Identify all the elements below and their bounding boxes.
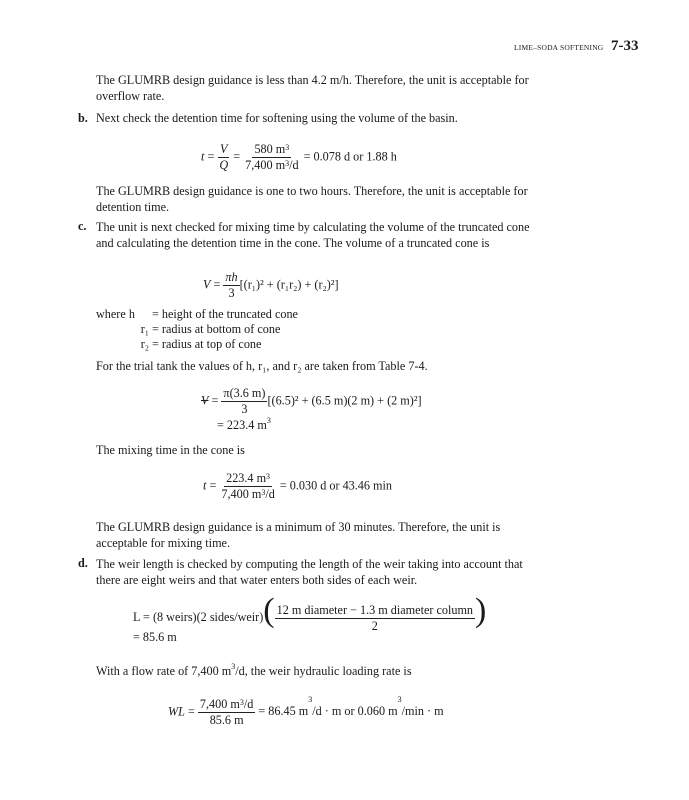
where-row: r₁ = radius at bottom of cone [140,322,281,336]
page-number: 7-33 [611,38,639,54]
overflow-paragraph: The GLUMRB design guidance is less than 4.2 m/h. Therefore, the unit is acceptable for overflow rate. [96,73,529,103]
trial-denominator: 3 [241,402,248,416]
mixing-note: The GLUMRB design guidance is a minimum of 30 minutes. Therefore, the unit is acceptable for mixing time. [96,520,501,550]
detention-denominator: 7,400 $m^3/d$ [245,158,299,172]
trial-fraction [221,386,267,417]
trial-volume-equation: V = $\frac{\pi(3.6 m)}{3}$ [(6.5)² + (6.5 m)(2 m) + (2 m)²] [201,386,422,416]
trial-bracket: [(6.5)² + (6.5 m)(2 m) + (2 m)²] [267,393,422,408]
where-row: where h = height of the truncated cone [96,307,298,321]
right-paren: ) [475,592,487,629]
cone-volume-equation: V = $\frac{\pi h}{3}$ [(r₁)² + (r₁r₂) + (r₂)²] [203,270,339,300]
running-header-section: LIME–SODA SOFTENING [514,43,604,52]
left-paren: ( [263,592,275,629]
eq-t-symbol: t [201,149,205,164]
where-list [96,307,298,352]
item-d-text: The weir length is checked by computing the length of the weir taking into account that there are eight weirs and that water enters both sides of each weir. [96,557,523,587]
mixing-denominator: 7,400 $m^3/d$ [221,487,275,501]
v-symbol: V [220,142,228,156]
detention-note: The GLUMRB design guidance is one to two hours. Therefore, the unit is acceptable for detention time. [96,184,528,214]
flow-intro: With a flow rate of 7,400 $m^3/d$, the weir hydraulic loading rate is [96,662,412,678]
weir-denominator: 2 [371,618,378,633]
mix-t-symbol: t [203,478,207,493]
trial-text: For the trial tank the values of h, r₁, and r₂ are taken from Table 7-4. [96,359,428,373]
item-b-label: b. [78,111,88,125]
wl-denominator: 85.6 m [209,713,244,727]
cone-fraction [223,270,239,301]
v-over-q [217,142,230,173]
wl-fraction [198,697,255,728]
weir-loading-equation: WL = $\frac{7,400 m^3/d}{85.6 m}$ = 86.45 $m^3/d \cdot m$ or 0.060 $m^3/\min \cdot m$ [168,695,444,727]
detention-equation: t = $\frac{V}{Q}$ = $\frac{580 m^3}{7,400 m^3/d}$ = 0.078 d or 1.88 h [201,142,397,172]
detention-result: = 0.078 d or 1.88 h [303,149,397,164]
weir-lhs: L = (8 weirs)(2 sides/weir) [133,610,264,624]
mixing-result: = 0.030 d or 43.46 min [279,478,393,493]
where-row: r₂ = radius at top of cone [140,337,262,351]
weir-length-result: = 85.6 m [133,630,177,644]
wl-numerator: 7,400 $m^3/d$ [199,697,254,711]
cone-bracket: [(r₁)² + (r₁r₂) + (r₂)²] [239,277,339,292]
cone-numerator: πh [225,270,238,284]
item-b-text: Next check the detention time for softening using the volume of the basin. [96,111,458,125]
q-symbol: Q [219,158,229,172]
weir-numerator: 12 m diameter − 1.3 m diameter column [276,602,474,617]
wl-symbol: WL [168,704,185,719]
item-d-label: d. [78,556,88,570]
weir-fraction [275,603,475,634]
item-c-label: c. [78,219,87,233]
weir-length-equation [133,592,487,634]
wl-result: = 86.45 $m^3/d \cdot m$ or 0.060 $m^3/\min \cdot m$ [258,695,444,719]
trial-v-symbol: V [201,393,209,408]
mixing-intro: The mixing time in the cone is [96,443,245,457]
detention-fraction [243,142,300,173]
trial-numerator: π(3.6 m) [223,386,266,400]
cone-denominator: 3 [228,286,235,300]
mixing-numerator: 223.4 $m^3$ [226,471,271,485]
trial-volume-result: = 223.4 $m^3$ [217,416,271,432]
detention-numerator: 580 $m^3$ [254,142,290,156]
item-c-text: The unit is next checked for mixing time by calculating the volume of the truncated cone and calculating the detention time in the cone. The volume of a truncated cone is [96,220,530,250]
mixing-time-equation: t = $\frac{223.4 m^3}{7,400 m^3/d}$ = 0.030 d or 43.46 min [203,471,393,501]
mixing-fraction [219,471,276,502]
cone-v-symbol: V [203,277,211,292]
